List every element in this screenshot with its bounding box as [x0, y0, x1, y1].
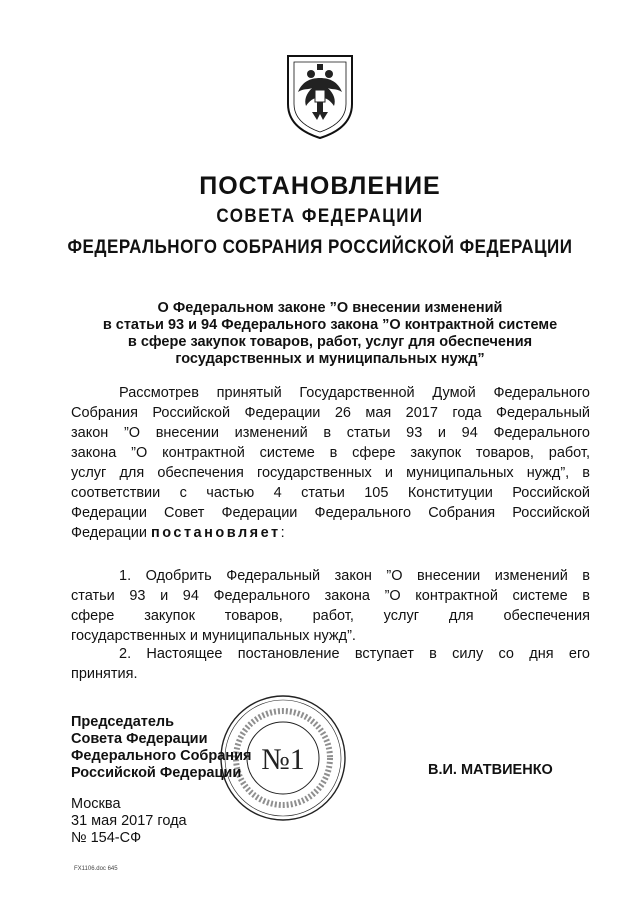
subject-line: в сфере закупок товаров, работ, услуг для обеспечения [127, 334, 533, 350]
paragraph-line: услуг для обеспечения государственных и муниципальных нужд”, в [71, 465, 590, 481]
subject-line: государственных и муниципальных нужд” [175, 351, 485, 367]
item-line: 2. Настоящее постановление вступает в силу со дня его [119, 646, 590, 662]
document-subtitle-council: СОВЕТА ФЕДЕРАЦИИ [216, 204, 424, 227]
document-subject [60, 300, 600, 368]
paragraph-text: : [280, 525, 285, 541]
signatory-name: В.И. МАТВИЕНКО [428, 762, 553, 778]
paragraph-line: закон ”О внесении изменений в статьи 93 и 94 Федерального [71, 425, 590, 441]
paragraph-text: Федерации [71, 525, 151, 541]
subject-line: в статьи 93 и 94 Федерального закона ”О контрактной системе [102, 317, 558, 333]
date: 31 мая 2017 года [71, 813, 187, 829]
position-line: Российской Федерации [71, 765, 242, 781]
resolution-keyword: постановляет [150, 525, 281, 541]
paragraph-line: соответствии с частью 4 статьи 105 Конституции Российской [71, 485, 590, 501]
city: Москва [71, 796, 121, 812]
item-line: государственных и муниципальных нужд”. [71, 628, 356, 644]
document-subtitle-assembly: ФЕДЕРАЛЬНОГО СОБРАНИЯ РОССИЙСКОЙ ФЕДЕРАЦИИ [67, 235, 573, 258]
resolution-item-2 [71, 644, 590, 684]
stamp-number: №1 [261, 743, 305, 776]
subject-line: О Федеральном законе ”О внесении изменений [157, 300, 503, 316]
item-line: 1. Одобрить Федеральный закон ”О внесении изменений в [119, 568, 590, 584]
file-reference: FX1106.doc 645 [74, 866, 118, 872]
position-line: Совета Федерации [71, 731, 208, 747]
paragraph-line: Рассмотрев принятый Государственной Думой Федерального [119, 385, 590, 401]
item-line: сфере закупок товаров, работ, услуг для обеспечения [71, 608, 590, 624]
paragraph-line: Собрания Российской Федерации 26 мая 2017 года Федеральный [71, 405, 590, 421]
position-line: Председатель [71, 714, 175, 730]
paragraph-last-line [71, 523, 590, 543]
preamble-paragraph [71, 383, 590, 543]
item-line: принятия. [71, 666, 138, 682]
paragraph-line: Федерации Совет Федерации Федерального Собрания Российской [71, 505, 590, 521]
document-number: № 154-СФ [71, 830, 142, 846]
document-title: ПОСТАНОВЛЕНИЕ [199, 172, 441, 200]
document-place-date [71, 796, 187, 847]
paragraph-line: закона ”О контрактной системе в сфере закупок товаров, работ, [71, 445, 590, 461]
resolution-item-1 [71, 566, 590, 646]
item-line: статьи 93 и 94 Федерального закона ”О контрактной системе в [71, 588, 590, 604]
signatory-position [71, 714, 251, 782]
coat-of-arms-emblem [284, 52, 356, 140]
position-line: Федерального Собрания [71, 748, 252, 764]
